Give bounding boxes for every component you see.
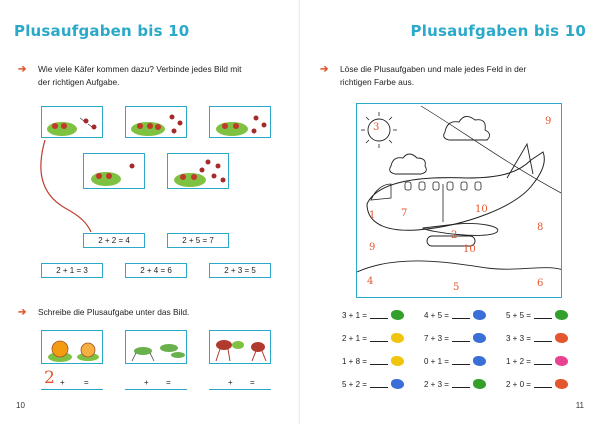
color-swatch-icon xyxy=(391,333,404,343)
answer-blank[interactable] xyxy=(534,380,552,388)
field-number: 2 xyxy=(451,230,458,241)
leaf-with-beetles-icon xyxy=(42,107,103,138)
arrow-icon: ➔ xyxy=(18,307,27,318)
exercise-item[interactable] xyxy=(342,356,404,366)
answer-blank[interactable] xyxy=(452,357,470,365)
field-number: 3 xyxy=(373,122,380,133)
beetle-picture-1 xyxy=(41,106,103,138)
page-title-left: Plusaufgaben bis 10 xyxy=(14,22,190,40)
exercise-item[interactable] xyxy=(424,310,486,320)
plus-sign: + xyxy=(60,378,65,387)
color-swatch-icon xyxy=(555,310,568,320)
equation-box-3[interactable]: 2 + 1 = 3 xyxy=(41,263,103,278)
equation-box-5[interactable]: 2 + 3 = 5 xyxy=(209,263,271,278)
exercise-item[interactable] xyxy=(506,356,568,366)
exercise-item[interactable] xyxy=(424,356,486,366)
ant-picture xyxy=(209,330,271,364)
exercise-text: 2 + 0 = xyxy=(506,379,531,389)
leaf-with-beetles-icon xyxy=(168,154,229,189)
field-number: 9 xyxy=(545,116,552,127)
exercise-text: 3 + 3 = xyxy=(506,333,531,343)
color-swatch-icon xyxy=(391,310,404,320)
color-swatch-icon xyxy=(391,356,404,366)
beetle-picture-3 xyxy=(209,106,271,138)
answer-blank[interactable] xyxy=(370,334,388,342)
equation-box-2[interactable]: 2 + 5 = 7 xyxy=(167,233,229,248)
color-swatch-icon xyxy=(473,356,486,366)
exercise-text: 5 + 5 = xyxy=(506,310,531,320)
grasshopper-picture xyxy=(125,330,187,364)
color-swatch-icon xyxy=(473,379,486,389)
page-number-right: 11 xyxy=(575,401,584,410)
color-swatch-icon xyxy=(555,333,568,343)
color-swatch-icon xyxy=(391,379,404,389)
field-number: 4 xyxy=(367,276,374,287)
color-swatch-icon xyxy=(473,310,486,320)
equals-sign: = xyxy=(250,378,255,387)
answer-line-2[interactable] xyxy=(125,378,187,390)
answer-blank[interactable] xyxy=(370,357,388,365)
equals-sign: = xyxy=(84,378,89,387)
task-line-2: richtigen Farbe aus. xyxy=(340,77,415,87)
task-1-line-2: der richtigen Aufgabe. xyxy=(38,77,120,87)
task-2-text: Schreibe die Plusaufgabe unter das Bild. xyxy=(38,307,190,317)
field-number: 6 xyxy=(537,278,544,289)
snail-icon xyxy=(42,331,103,364)
task-text xyxy=(340,63,580,89)
connection-line xyxy=(35,138,95,234)
grasshopper-icon xyxy=(126,331,187,364)
arrow-icon: ➔ xyxy=(320,64,329,75)
field-number: 7 xyxy=(401,208,408,219)
field-number: 10 xyxy=(475,204,488,215)
plus-sign: + xyxy=(144,378,149,387)
exercise-item[interactable] xyxy=(342,333,404,343)
exercise-text: 2 + 1 = xyxy=(342,333,367,343)
answer-line-3[interactable] xyxy=(209,378,271,390)
snail-picture xyxy=(41,330,103,364)
task-1-text xyxy=(38,63,288,89)
answer-blank[interactable] xyxy=(452,311,470,319)
equals-sign: = xyxy=(166,378,171,387)
color-swatch-icon xyxy=(555,379,568,389)
answer-blank[interactable] xyxy=(452,334,470,342)
field-number: 8 xyxy=(537,222,544,233)
leaf-with-beetles-icon xyxy=(126,107,187,138)
answer-blank[interactable] xyxy=(370,311,388,319)
exercise-item[interactable] xyxy=(424,333,486,343)
exercise-item[interactable] xyxy=(506,310,568,320)
airplane-drawing xyxy=(357,104,562,298)
exercise-item[interactable] xyxy=(424,379,486,389)
task-1-line-1: Wie viele Käfer kommen dazu? Verbinde jedes Bild mit xyxy=(38,64,242,74)
exercise-text: 7 + 3 = xyxy=(424,333,449,343)
beetle-picture-2 xyxy=(125,106,187,138)
handwritten-digit: 2 xyxy=(44,368,55,388)
exercise-item[interactable] xyxy=(342,310,404,320)
exercise-item[interactable] xyxy=(342,379,404,389)
exercise-text: 2 + 3 = xyxy=(424,379,449,389)
field-number: 9 xyxy=(369,242,376,253)
exercise-text: 1 + 2 = xyxy=(506,356,531,366)
page-title-right: Plusaufgaben bis 10 xyxy=(410,22,586,40)
exercise-text: 4 + 5 = xyxy=(424,310,449,320)
ant-icon xyxy=(210,331,271,364)
equation-box-4[interactable]: 2 + 4 = 6 xyxy=(125,263,187,278)
answer-blank[interactable] xyxy=(534,357,552,365)
color-swatch-icon xyxy=(555,356,568,366)
exercise-text: 0 + 1 = xyxy=(424,356,449,366)
exercise-item[interactable] xyxy=(506,333,568,343)
answer-blank[interactable] xyxy=(534,311,552,319)
exercise-text: 5 + 2 = xyxy=(342,379,367,389)
task-line-1: Löse die Plusaufgaben und male jedes Feld in der xyxy=(340,64,527,74)
answer-blank[interactable] xyxy=(452,380,470,388)
beetle-picture-5 xyxy=(167,153,229,189)
page-number-left: 10 xyxy=(16,401,25,410)
field-number: 1 xyxy=(369,210,376,221)
plus-sign: + xyxy=(228,378,233,387)
color-swatch-icon xyxy=(473,333,486,343)
equation-box-1[interactable]: 2 + 2 = 4 xyxy=(83,233,145,248)
answer-blank[interactable] xyxy=(370,380,388,388)
exercise-text: 3 + 1 = xyxy=(342,310,367,320)
exercise-text: 1 + 8 = xyxy=(342,356,367,366)
leaf-with-beetles-icon xyxy=(210,107,271,138)
arrow-icon: ➔ xyxy=(18,64,27,75)
exercise-item[interactable] xyxy=(506,379,568,389)
field-number: 10 xyxy=(463,244,476,255)
answer-blank[interactable] xyxy=(534,334,552,342)
airplane-coloring-picture[interactable] xyxy=(356,103,562,298)
field-number: 5 xyxy=(453,282,460,293)
right-page xyxy=(300,0,600,424)
